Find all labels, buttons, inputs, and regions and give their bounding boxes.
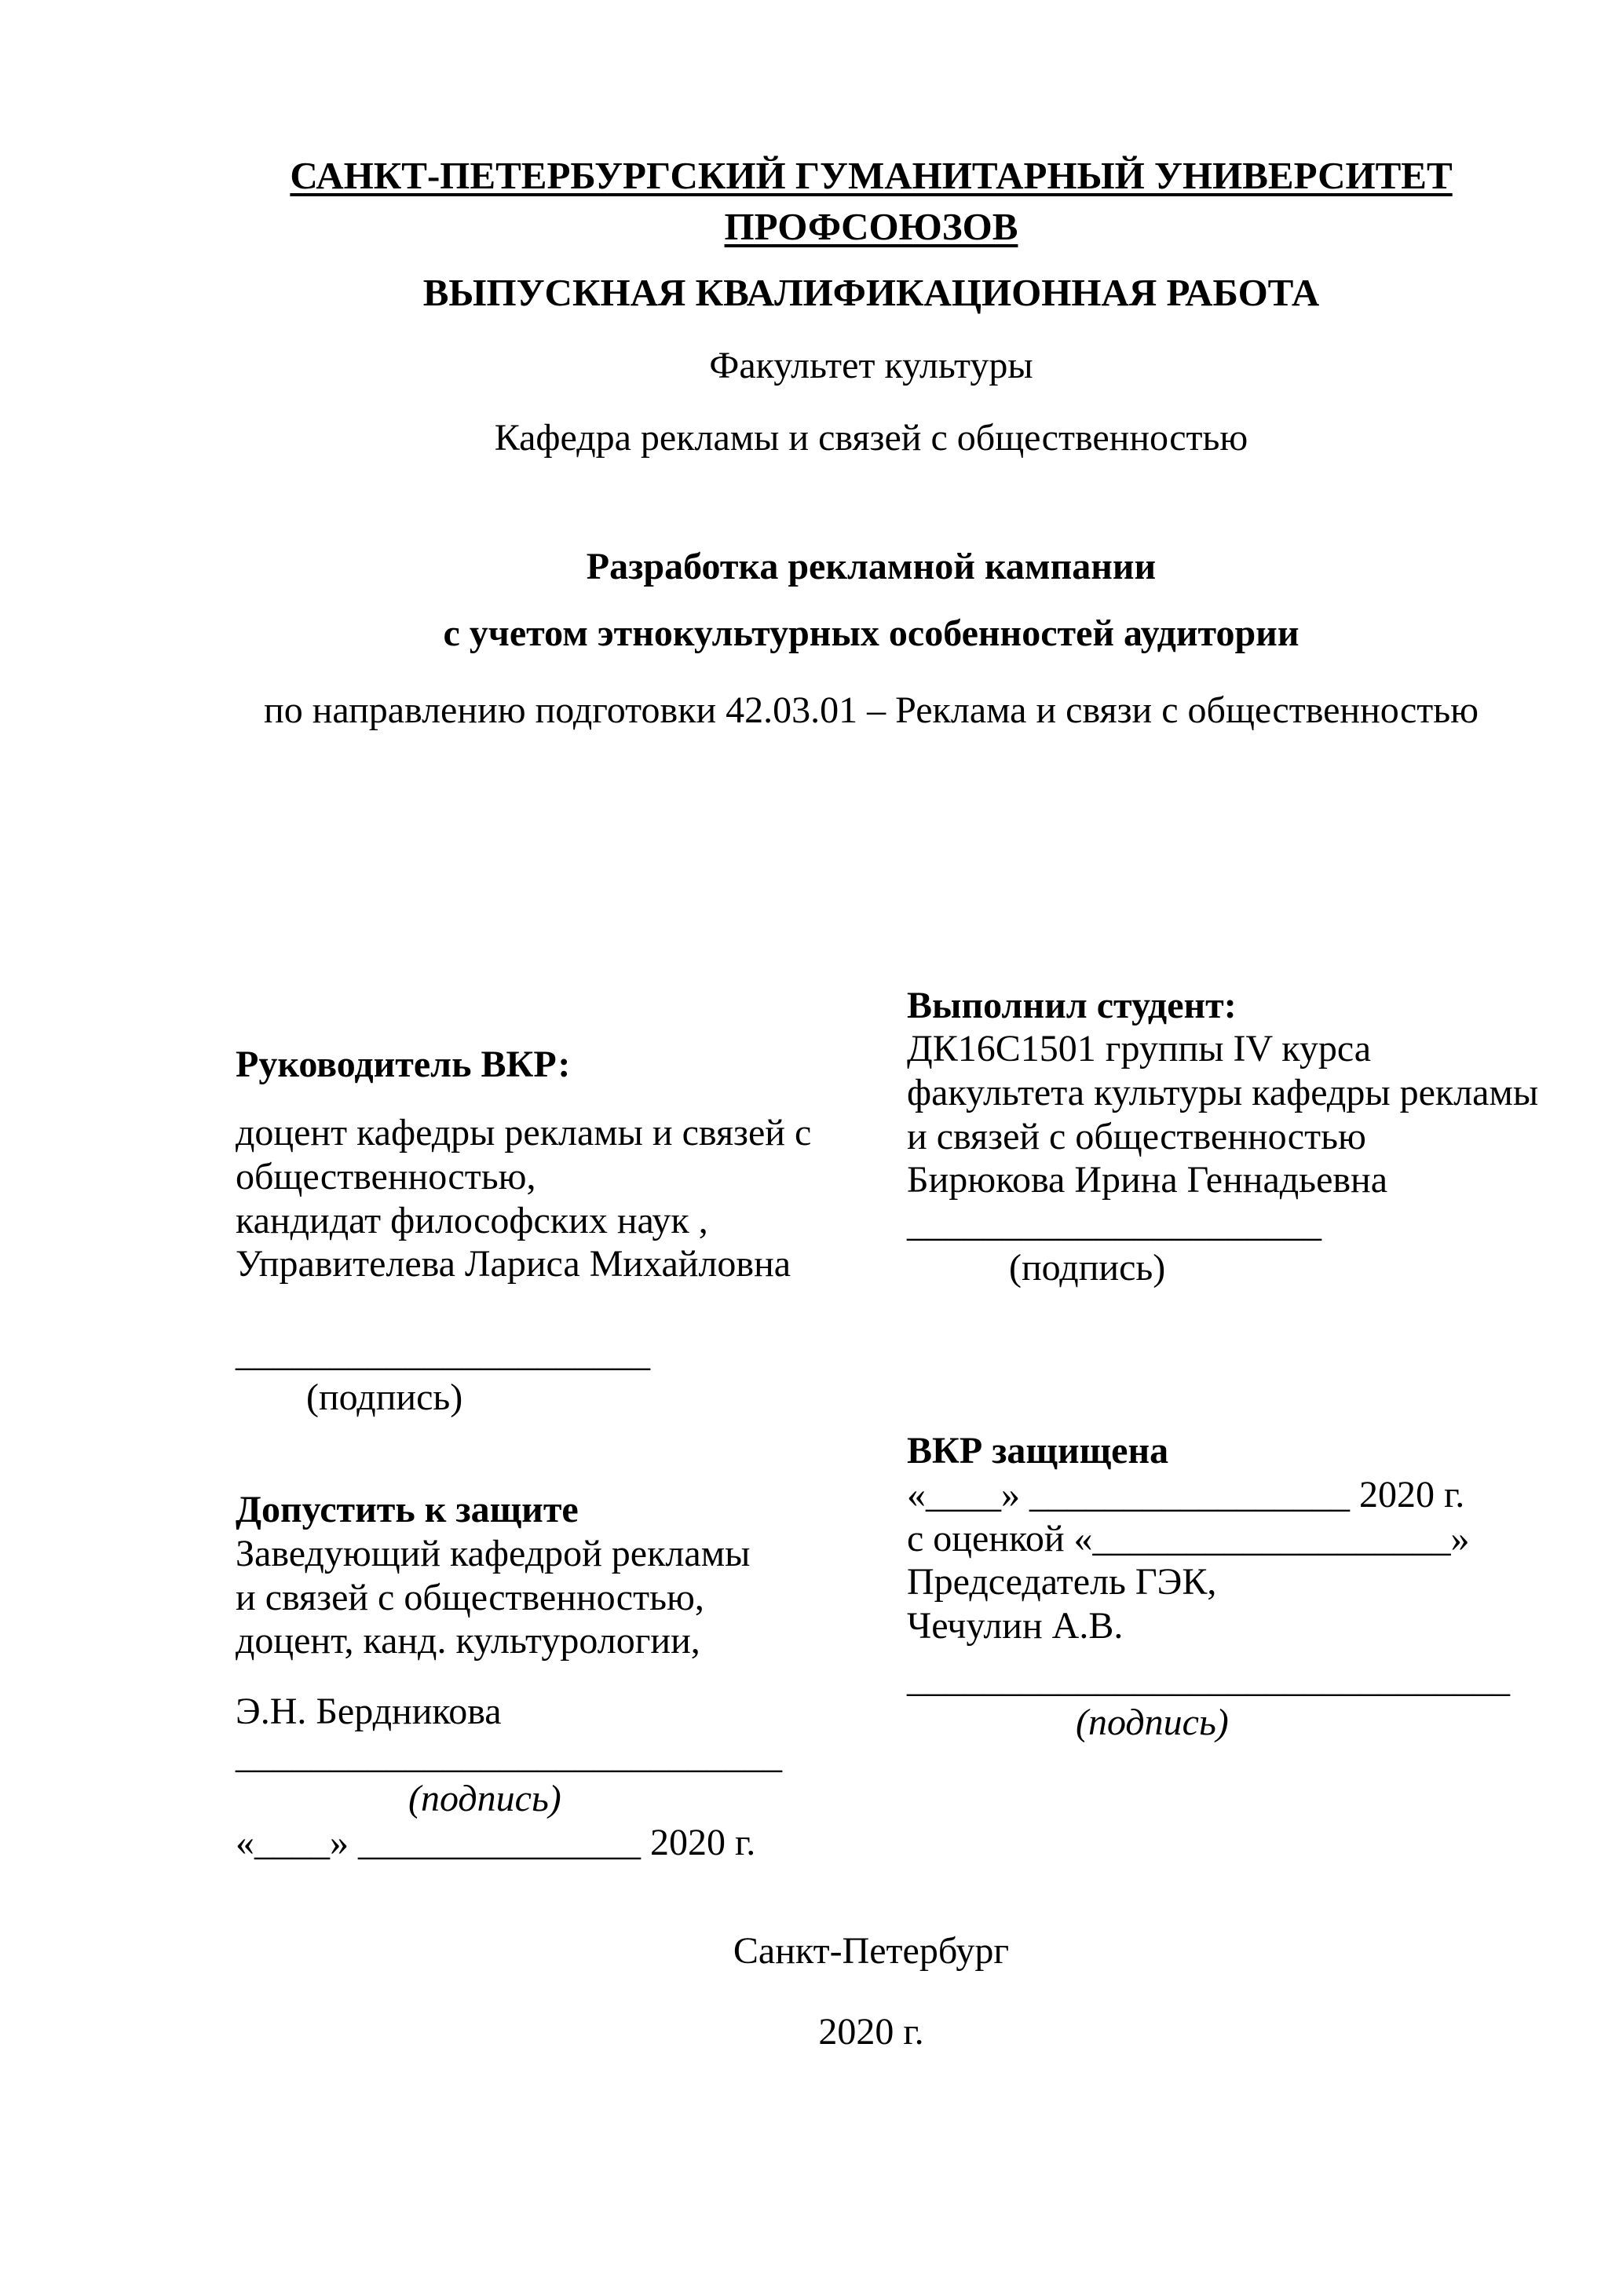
thesis-title-line-1: Разработка рекламной кампании bbox=[586, 545, 1157, 587]
defense-label: ВКР защищена bbox=[907, 1430, 1169, 1472]
defense-grade-line: с оценкой «___________________» bbox=[907, 1517, 1470, 1559]
admission-description-line: доцент, канд. культурологии, bbox=[236, 1620, 700, 1662]
student-signature-line: ______________________ bbox=[907, 1202, 1321, 1245]
admission-description-line: и связей с общественностью, bbox=[236, 1576, 704, 1618]
defense-block bbox=[907, 1429, 1554, 1745]
student-department-line: и связей с общественностью bbox=[907, 1115, 1366, 1157]
supervisor-signature-line: ______________________ bbox=[236, 1332, 650, 1374]
admission-signature-caption: (подпись) bbox=[408, 1778, 561, 1820]
student-group-line: ДК16С1501 группы IV курса bbox=[907, 1028, 1372, 1070]
supervisor-description-line: доцент кафедры рекламы и связей с bbox=[236, 1112, 812, 1154]
year-line: 2020 г. bbox=[818, 2011, 924, 2053]
admission-date-line: «____» _______________ 2020 г. bbox=[236, 1821, 756, 1863]
university-name-line-1: САНКТ-ПЕТЕРБУРГСКИЙ ГУМАНИТАРНЫЙ УНИВЕРСИТЕТ bbox=[290, 154, 1453, 197]
faculty-line: Факультет культуры bbox=[709, 345, 1033, 387]
defense-signature-line: ________________________________ bbox=[907, 1658, 1510, 1700]
admission-block bbox=[236, 1488, 864, 1864]
admission-signature-line: _____________________________ bbox=[236, 1734, 782, 1776]
supervisor-description-line: общественностью, bbox=[236, 1155, 536, 1197]
gec-chairman-name: Чечулин А.В. bbox=[907, 1604, 1124, 1647]
student-faculty-line: факультета культуры кафедры рекламы bbox=[907, 1071, 1539, 1113]
student-signature-caption: (подпись) bbox=[1009, 1246, 1166, 1289]
student-block bbox=[907, 984, 1554, 1290]
student-label: Выполнил студент: bbox=[907, 984, 1237, 1026]
supervisor-label: Руководитель ВКР: bbox=[236, 1043, 571, 1085]
supervisor-description bbox=[236, 1111, 864, 1286]
admission-label: Допустить к защите bbox=[236, 1489, 579, 1531]
supervisor-signature-caption: (подпись) bbox=[306, 1376, 463, 1418]
right-column bbox=[907, 984, 1554, 1865]
supervisor-name: Управителева Лариса Михайловна bbox=[236, 1243, 791, 1285]
defense-signature-caption: (подпись) bbox=[1076, 1702, 1229, 1744]
work-type-heading: ВЫПУСКНАЯ КВАЛИФИКАЦИОННАЯ РАБОТА bbox=[422, 271, 1320, 315]
supervisor-block bbox=[236, 1043, 864, 1420]
city-line: Санкт-Петербург bbox=[733, 1929, 1010, 1972]
admission-description-line: Заведующий кафедрой рекламы bbox=[236, 1532, 751, 1574]
university-name-line-2: ПРОФСОЮЗОВ bbox=[724, 204, 1018, 248]
defense-date-line: «____» _________________ 2020 г. bbox=[907, 1473, 1465, 1515]
document-header bbox=[236, 151, 1507, 460]
supervisor-description-line: кандидат философских наук , bbox=[236, 1199, 708, 1241]
study-direction-line: по направлению подготовки 42.03.01 – Реклама и связи с общественностью bbox=[264, 689, 1479, 731]
department-line: Кафедра рекламы и связей с общественностью bbox=[494, 416, 1248, 459]
left-column bbox=[236, 984, 907, 1865]
thesis-title-block bbox=[236, 545, 1507, 733]
document-footer bbox=[236, 1929, 1507, 2054]
signatures-section bbox=[236, 984, 1554, 1865]
thesis-title-line-2: с учетом этнокультурных особенностей аудитории bbox=[443, 612, 1299, 655]
head-of-department-name: Э.Н. Бердникова bbox=[236, 1690, 502, 1732]
university-name bbox=[236, 151, 1507, 252]
gec-chairman-title: Председатель ГЭК, bbox=[907, 1561, 1217, 1603]
student-name: Бирюкова Ирина Геннадьевна bbox=[907, 1159, 1388, 1201]
